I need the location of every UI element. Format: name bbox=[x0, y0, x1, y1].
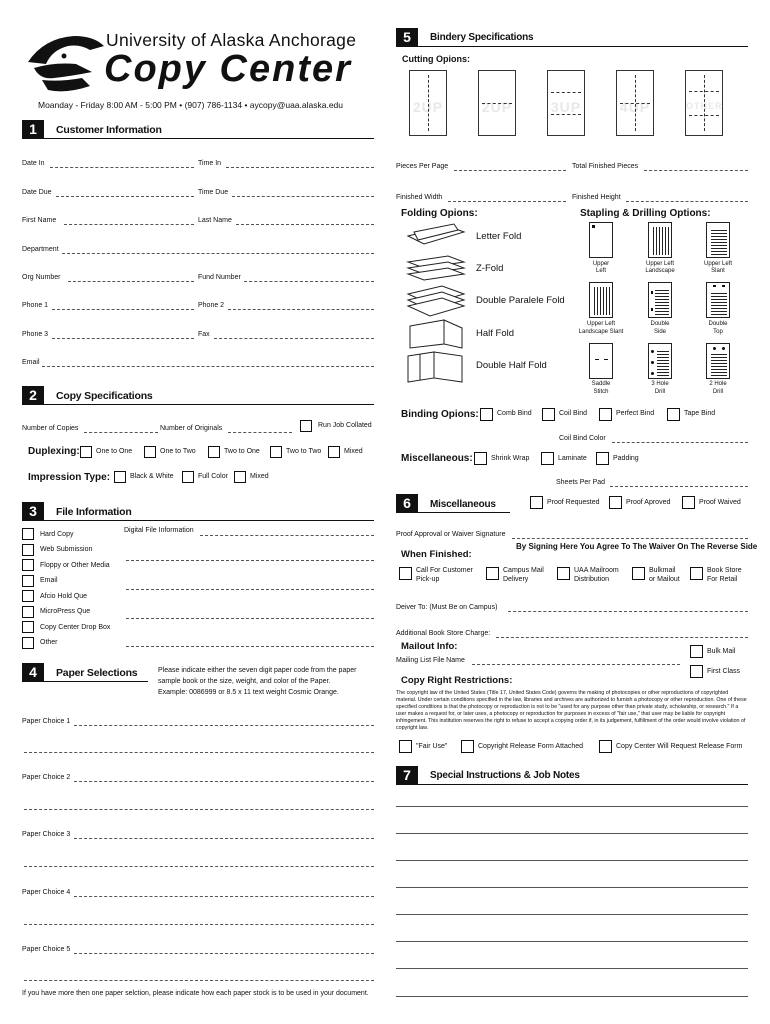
staple-label: Double bbox=[650, 321, 670, 327]
imp-option-label: Full Color bbox=[198, 473, 228, 480]
deliver-to-field[interactable] bbox=[508, 611, 748, 612]
fold-option-label: Letter Fold bbox=[476, 231, 522, 242]
staple-label: Drill bbox=[712, 389, 724, 395]
dup-option-label: Two to Two bbox=[286, 448, 322, 455]
file-option-checkbox[interactable] bbox=[22, 559, 34, 571]
fold-option-label: Double Paralele Fold bbox=[476, 295, 565, 306]
staple-label: Landscape bbox=[645, 268, 675, 274]
digital-file-field[interactable] bbox=[126, 646, 374, 647]
dup-mixed-checkbox[interactable] bbox=[328, 446, 340, 458]
staple-label: Side bbox=[653, 329, 666, 335]
bulk-mail-label: Bulk Mail bbox=[707, 648, 736, 655]
digital-file-field[interactable] bbox=[126, 560, 374, 561]
folding-label: Folding Opions: bbox=[401, 208, 478, 219]
paper-choice-field[interactable] bbox=[24, 809, 374, 810]
drill-2-hole-option[interactable] bbox=[706, 343, 730, 379]
waiver-notice: By Signing Here You Agree To The Waiver On The Reverse Side bbox=[516, 542, 758, 551]
section-number: 1 bbox=[22, 120, 44, 138]
staple-upper-left-landscape-slant-option[interactable] bbox=[589, 282, 613, 318]
paper-choice-field[interactable] bbox=[74, 725, 374, 726]
file-option-label: Floppy or Other Media bbox=[40, 562, 110, 569]
phone3-label: Phone 3 bbox=[22, 331, 49, 338]
cutting-label: Cutting Opions: bbox=[402, 54, 470, 64]
cr-option-label: "Fair Use" bbox=[416, 743, 448, 750]
binding-comb-checkbox[interactable] bbox=[480, 408, 493, 421]
fax-field[interactable] bbox=[214, 338, 374, 339]
release-request-checkbox[interactable] bbox=[599, 740, 612, 753]
section-title: Special Instructions & Job Notes bbox=[430, 770, 580, 781]
org-number-field[interactable] bbox=[68, 281, 194, 282]
phone2-label: Phone 2 bbox=[198, 302, 225, 309]
file-option-checkbox[interactable] bbox=[22, 606, 34, 618]
section-title: Paper Selections bbox=[56, 667, 138, 679]
department-field[interactable] bbox=[62, 253, 374, 254]
proof-signature-field[interactable] bbox=[512, 538, 748, 539]
file-option-label: Afcio Hold Que bbox=[40, 593, 88, 600]
finish-campus-mail-checkbox[interactable] bbox=[486, 567, 499, 580]
staple-label: Slant bbox=[711, 268, 725, 274]
staple-label: Top bbox=[713, 329, 723, 335]
paper-choice-label: Paper Choice 2 bbox=[22, 774, 71, 781]
paper-footer-note: If you have more then one paper selction, please indicate how each paper stock is to be used in your document. bbox=[22, 990, 369, 997]
misc-option-label: Shrink Wrap bbox=[491, 455, 530, 462]
file-option-label: Hard Copy bbox=[40, 531, 74, 538]
dup-option-label: Two to One bbox=[224, 448, 260, 455]
finish-pickup-checkbox[interactable] bbox=[399, 567, 412, 580]
bookstore-charge-field[interactable] bbox=[496, 637, 748, 638]
binding-perfect-checkbox[interactable] bbox=[599, 408, 612, 421]
finish-option-label: Distribution bbox=[574, 576, 610, 583]
pieces-per-page-label: Pieces Per Page bbox=[396, 163, 449, 170]
time-due-field[interactable] bbox=[232, 196, 374, 197]
proof-waived-checkbox[interactable] bbox=[682, 496, 695, 509]
notes-line[interactable] bbox=[396, 860, 748, 861]
date-in-label: Date In bbox=[22, 160, 45, 167]
file-option-label: Copy Center Drop Box bbox=[40, 624, 111, 631]
finish-option-label: For Retail bbox=[707, 576, 738, 583]
last-name-field[interactable] bbox=[236, 224, 374, 225]
finished-height-field[interactable] bbox=[626, 201, 748, 202]
binding-label: Binding Opions: bbox=[401, 409, 479, 420]
paper-choice-field[interactable] bbox=[74, 838, 374, 839]
finish-option-label: Delivery bbox=[503, 576, 529, 583]
sheets-per-pad-field[interactable] bbox=[610, 486, 748, 487]
paper-choice-label: Paper Choice 5 bbox=[22, 946, 71, 953]
num-copies-field[interactable] bbox=[84, 432, 158, 433]
finish-option-label: Campus Mail bbox=[503, 567, 544, 574]
phone1-label: Phone 1 bbox=[22, 302, 49, 309]
letter-fold-icon[interactable] bbox=[404, 222, 468, 248]
deliver-to-label: Deiver To: (Must Be on Campus) bbox=[396, 604, 498, 611]
duplexing-label: Duplexing: bbox=[28, 446, 80, 457]
staple-label: Stitch bbox=[593, 389, 609, 395]
cut-option-label: 3UP bbox=[550, 99, 582, 115]
total-finished-label: Total Finished Pieces bbox=[572, 163, 639, 170]
phone2-field[interactable] bbox=[228, 309, 374, 310]
time-in-label: Time In bbox=[198, 160, 222, 167]
seawolf-logo bbox=[24, 32, 106, 98]
drill-3-hole-option[interactable] bbox=[648, 343, 672, 379]
university-name: University of Alaska Anchorage bbox=[106, 30, 357, 50]
finish-bookstore-checkbox[interactable] bbox=[690, 567, 703, 580]
sheets-per-pad-label: Sheets Per Pad bbox=[556, 479, 606, 486]
proof-option-label: Proof Waived bbox=[699, 499, 741, 506]
bookstore-charge-label: Additional Book Store Charge: bbox=[396, 630, 491, 637]
file-option-checkbox[interactable] bbox=[22, 621, 34, 633]
copyright-title: Copy Right Restrictions: bbox=[401, 675, 513, 686]
dup-two-to-one-checkbox[interactable] bbox=[208, 446, 220, 458]
notes-line[interactable] bbox=[396, 806, 748, 807]
proof-option-label: Proof Requested bbox=[547, 499, 600, 506]
finish-bulkmail-checkbox[interactable] bbox=[632, 567, 645, 580]
notes-line[interactable] bbox=[396, 887, 748, 888]
finished-height-label: Finished Height bbox=[572, 194, 621, 201]
digital-file-field[interactable] bbox=[200, 535, 374, 536]
proof-option-label: Proof Aproved bbox=[626, 499, 671, 506]
z-fold-icon[interactable] bbox=[404, 254, 468, 282]
paper-instructions: sample book or the size, weight, and color of the Paper. bbox=[158, 678, 331, 685]
dup-two-to-two-checkbox[interactable] bbox=[270, 446, 282, 458]
half-fold-icon[interactable] bbox=[404, 318, 468, 350]
finish-option-label: Bulkmail bbox=[649, 567, 676, 574]
paper-choice-field[interactable] bbox=[24, 752, 374, 753]
section-number: 2 bbox=[22, 386, 44, 404]
binding-option-label: Coil Bind bbox=[559, 410, 588, 417]
section-title: File Information bbox=[56, 506, 132, 518]
cut-option-label: 2UP bbox=[412, 99, 444, 115]
copyright-text: The copyright law of the United States (Title 17, United States Code) governs the making of photocopies or other reproductions of copyrighted material. Under certain conditions specified in the law, libraries and archives are authorized to furnish a photocopy or other reproduction. One of these specified conditions is that the photocopy or reproduction is not to be "used for any purpose other than private study, scholarship, or research." If a user makes a request for, or later uses, a photocopy or reproduction for purposes in excess of "fair use," that user may be liable for copyright infringement. This institution reserves the right to refuse to accept a copying order if, in its judgement, fulfillment of the order would involve violation of copyright law. bbox=[396, 690, 747, 731]
hours-contact: Moanday - Friday 8:00 AM - 5:00 PM • (907) 786-1134 • aycopy@uaa.alaska.edu bbox=[38, 100, 344, 110]
release-attached-checkbox[interactable] bbox=[461, 740, 474, 753]
imp-mixed-checkbox[interactable] bbox=[234, 471, 246, 483]
first-name-label: First Name bbox=[22, 217, 57, 224]
date-due-label: Date Due bbox=[22, 189, 52, 196]
fair-use-checkbox[interactable] bbox=[399, 740, 412, 753]
phone3-field[interactable] bbox=[52, 338, 194, 339]
paper-choice-field[interactable] bbox=[24, 924, 374, 925]
misc-option-label: Laminate bbox=[558, 455, 587, 462]
staple-label: Upper Left bbox=[645, 261, 675, 267]
phone1-field[interactable] bbox=[52, 309, 194, 310]
fold-option-label: Z-Fold bbox=[476, 263, 504, 274]
when-finished-label: When Finished: bbox=[401, 549, 472, 560]
paper-choice-label: Paper Choice 4 bbox=[22, 889, 71, 896]
finish-option-label: or Mailout bbox=[649, 576, 680, 583]
finish-option-label: Call For Customer bbox=[416, 567, 473, 574]
fold-option-label: Half Fold bbox=[476, 328, 515, 339]
section-number: 7 bbox=[396, 766, 418, 784]
section-title: Copy Specifications bbox=[56, 390, 153, 402]
cut-option-2up-b[interactable] bbox=[478, 70, 516, 136]
paper-choice-label: Paper Choice 3 bbox=[22, 831, 71, 838]
dup-one-to-one-checkbox[interactable] bbox=[80, 446, 92, 458]
paper-choice-field[interactable] bbox=[74, 781, 374, 782]
dup-one-to-two-checkbox[interactable] bbox=[144, 446, 156, 458]
file-option-label: Web Submission bbox=[40, 546, 93, 553]
fund-number-field[interactable] bbox=[244, 281, 374, 282]
mailing-list-field[interactable] bbox=[472, 664, 680, 665]
staple-double-side-option[interactable] bbox=[648, 282, 672, 318]
misc-shrink-wrap-checkbox[interactable] bbox=[474, 452, 487, 465]
double-parallel-fold-icon[interactable] bbox=[404, 284, 468, 318]
imp-option-label: Mixed bbox=[250, 473, 269, 480]
stapling-label: Stapling & Drilling Options: bbox=[580, 208, 711, 219]
finish-option-label: UAA Mailroom bbox=[574, 567, 619, 574]
proof-approved-checkbox[interactable] bbox=[609, 496, 622, 509]
misc-laminate-checkbox[interactable] bbox=[541, 452, 554, 465]
digital-file-field[interactable] bbox=[126, 618, 374, 619]
finish-option-label: Book Store bbox=[707, 567, 742, 574]
paper-choice-field[interactable] bbox=[24, 866, 374, 867]
date-due-field[interactable] bbox=[56, 196, 194, 197]
paper-instructions: Please indicate either the seven digit paper code from the paper bbox=[158, 667, 357, 674]
imp-option-label: Black & White bbox=[130, 473, 174, 480]
bulk-mail-checkbox[interactable] bbox=[690, 645, 703, 658]
staple-label: Upper Left bbox=[586, 321, 616, 327]
misc-option-label: Padding bbox=[613, 455, 639, 462]
imp-full-color-checkbox[interactable] bbox=[182, 471, 194, 483]
num-originals-label: Number of Originals bbox=[160, 425, 223, 432]
first-name-field[interactable] bbox=[64, 224, 194, 225]
staple-label: Upper Left bbox=[703, 261, 733, 267]
misc-padding-checkbox[interactable] bbox=[596, 452, 609, 465]
file-option-checkbox[interactable] bbox=[22, 544, 34, 556]
notes-line[interactable] bbox=[396, 833, 748, 834]
first-class-checkbox[interactable] bbox=[690, 665, 703, 678]
staple-upper-left-landscape-option[interactable] bbox=[648, 222, 672, 258]
total-finished-field[interactable] bbox=[644, 170, 748, 171]
finish-option-label: Pick-up bbox=[416, 576, 440, 583]
time-due-label: Time Due bbox=[198, 189, 229, 196]
file-option-label: MicroPress Que bbox=[40, 608, 91, 615]
email-label: Email bbox=[22, 359, 40, 366]
file-option-checkbox[interactable] bbox=[22, 637, 34, 649]
binding-option-label: Perfect Bind bbox=[616, 410, 655, 417]
staple-label: Double bbox=[708, 321, 728, 327]
date-in-field[interactable] bbox=[50, 167, 194, 168]
section-title: Customer Information bbox=[56, 124, 162, 136]
email-field[interactable] bbox=[42, 366, 374, 367]
staple-label: Drill bbox=[654, 389, 666, 395]
finished-width-label: Finished Width bbox=[396, 194, 443, 201]
digital-file-label: Digital File Information bbox=[124, 527, 194, 534]
paper-choice-label: Paper Choice 1 bbox=[22, 718, 71, 725]
staple-saddle-stitch-option[interactable] bbox=[589, 343, 613, 379]
dup-option-label: One to One bbox=[96, 448, 133, 455]
notes-line[interactable] bbox=[396, 914, 748, 915]
section-number: 3 bbox=[22, 502, 44, 520]
finished-width-field[interactable] bbox=[448, 201, 566, 202]
fund-number-label: Fund Number bbox=[198, 274, 241, 281]
notes-line[interactable] bbox=[396, 941, 748, 942]
org-number-label: Org Number bbox=[22, 274, 61, 281]
proof-signature-label: Proof Approval or Waiver Signature bbox=[396, 531, 506, 538]
cut-option-other[interactable] bbox=[685, 70, 723, 136]
notes-line[interactable] bbox=[396, 968, 748, 969]
section-title: Miscellaneous bbox=[430, 499, 496, 510]
binding-coil-checkbox[interactable] bbox=[542, 408, 555, 421]
staple-double-top-option[interactable] bbox=[706, 282, 730, 318]
cut-option-4up[interactable] bbox=[616, 70, 654, 136]
cut-option-label: OTHER bbox=[686, 101, 723, 111]
coil-color-label: Coil Bind Color bbox=[559, 435, 606, 442]
file-option-checkbox[interactable] bbox=[22, 575, 34, 587]
mailing-list-label: Mailing List File Name bbox=[396, 657, 465, 664]
staple-upper-left-slant-option[interactable] bbox=[706, 222, 730, 258]
num-copies-label: Number of Copies bbox=[22, 425, 79, 432]
time-in-field[interactable] bbox=[226, 167, 374, 168]
paper-instructions: Example: 0086999 or 8.5 x 11 text weight Cosmic Orange. bbox=[158, 689, 339, 696]
mailout-label: Mailout Info: bbox=[401, 641, 458, 652]
double-half-fold-icon[interactable] bbox=[404, 348, 468, 384]
paper-choice-field[interactable] bbox=[24, 980, 374, 981]
binding-tape-checkbox[interactable] bbox=[667, 408, 680, 421]
dup-option-label: Mixed bbox=[344, 448, 363, 455]
file-option-label: Email bbox=[40, 577, 58, 584]
finish-mailroom-checkbox[interactable] bbox=[557, 567, 570, 580]
fax-label: Fax bbox=[198, 331, 210, 338]
last-name-label: Last Name bbox=[198, 217, 232, 224]
run-collated-label: Run Job Collated bbox=[318, 422, 372, 429]
pieces-per-page-field[interactable] bbox=[454, 170, 566, 171]
dup-option-label: One to Two bbox=[160, 448, 196, 455]
staple-label: Landscape Slant bbox=[578, 329, 624, 335]
department-label: Department bbox=[22, 246, 59, 253]
fold-option-label: Double Half Fold bbox=[476, 360, 547, 371]
cr-option-label: Copy Center Will Request Release Form bbox=[616, 743, 743, 750]
staple-label: 3 Hole bbox=[651, 381, 669, 387]
cut-option-label: 2UP bbox=[481, 99, 513, 115]
first-class-label: First Class bbox=[707, 668, 741, 675]
copy-center-title: Copy Center bbox=[104, 48, 352, 90]
staple-label: Saddle bbox=[591, 381, 611, 387]
proof-requested-checkbox[interactable] bbox=[530, 496, 543, 509]
misc-label: Miscellaneous: bbox=[401, 453, 473, 464]
run-collated-checkbox[interactable] bbox=[300, 420, 312, 432]
cut-option-3up[interactable] bbox=[547, 70, 585, 136]
section-number: 5 bbox=[396, 28, 418, 46]
coil-color-field[interactable] bbox=[612, 442, 748, 443]
staple-label: 2 Hole bbox=[709, 381, 727, 387]
num-originals-field[interactable] bbox=[228, 432, 292, 433]
impression-label: Impression Type: bbox=[28, 472, 111, 483]
staple-upper-left-option[interactable] bbox=[589, 222, 613, 258]
paper-choice-field[interactable] bbox=[74, 953, 374, 954]
section-number: 6 bbox=[396, 494, 418, 512]
cut-option-2up-a[interactable] bbox=[409, 70, 447, 136]
cut-option-label: 4UP bbox=[619, 99, 651, 115]
file-option-checkbox[interactable] bbox=[22, 528, 34, 540]
staple-label: Left bbox=[595, 268, 606, 274]
staple-label: Upper bbox=[592, 261, 610, 267]
imp-bw-checkbox[interactable] bbox=[114, 471, 126, 483]
binding-option-label: Tape Bind bbox=[684, 410, 716, 417]
notes-line[interactable] bbox=[396, 996, 748, 997]
cr-option-label: Copyright Release Form Attached bbox=[478, 743, 584, 750]
section-number: 4 bbox=[22, 663, 44, 681]
binding-option-label: Comb Bind bbox=[497, 410, 532, 417]
digital-file-field[interactable] bbox=[126, 589, 374, 590]
paper-choice-field[interactable] bbox=[74, 896, 374, 897]
file-option-checkbox[interactable] bbox=[22, 590, 34, 602]
file-option-label: Other bbox=[40, 639, 58, 646]
section-title: Bindery Specifications bbox=[430, 32, 534, 43]
